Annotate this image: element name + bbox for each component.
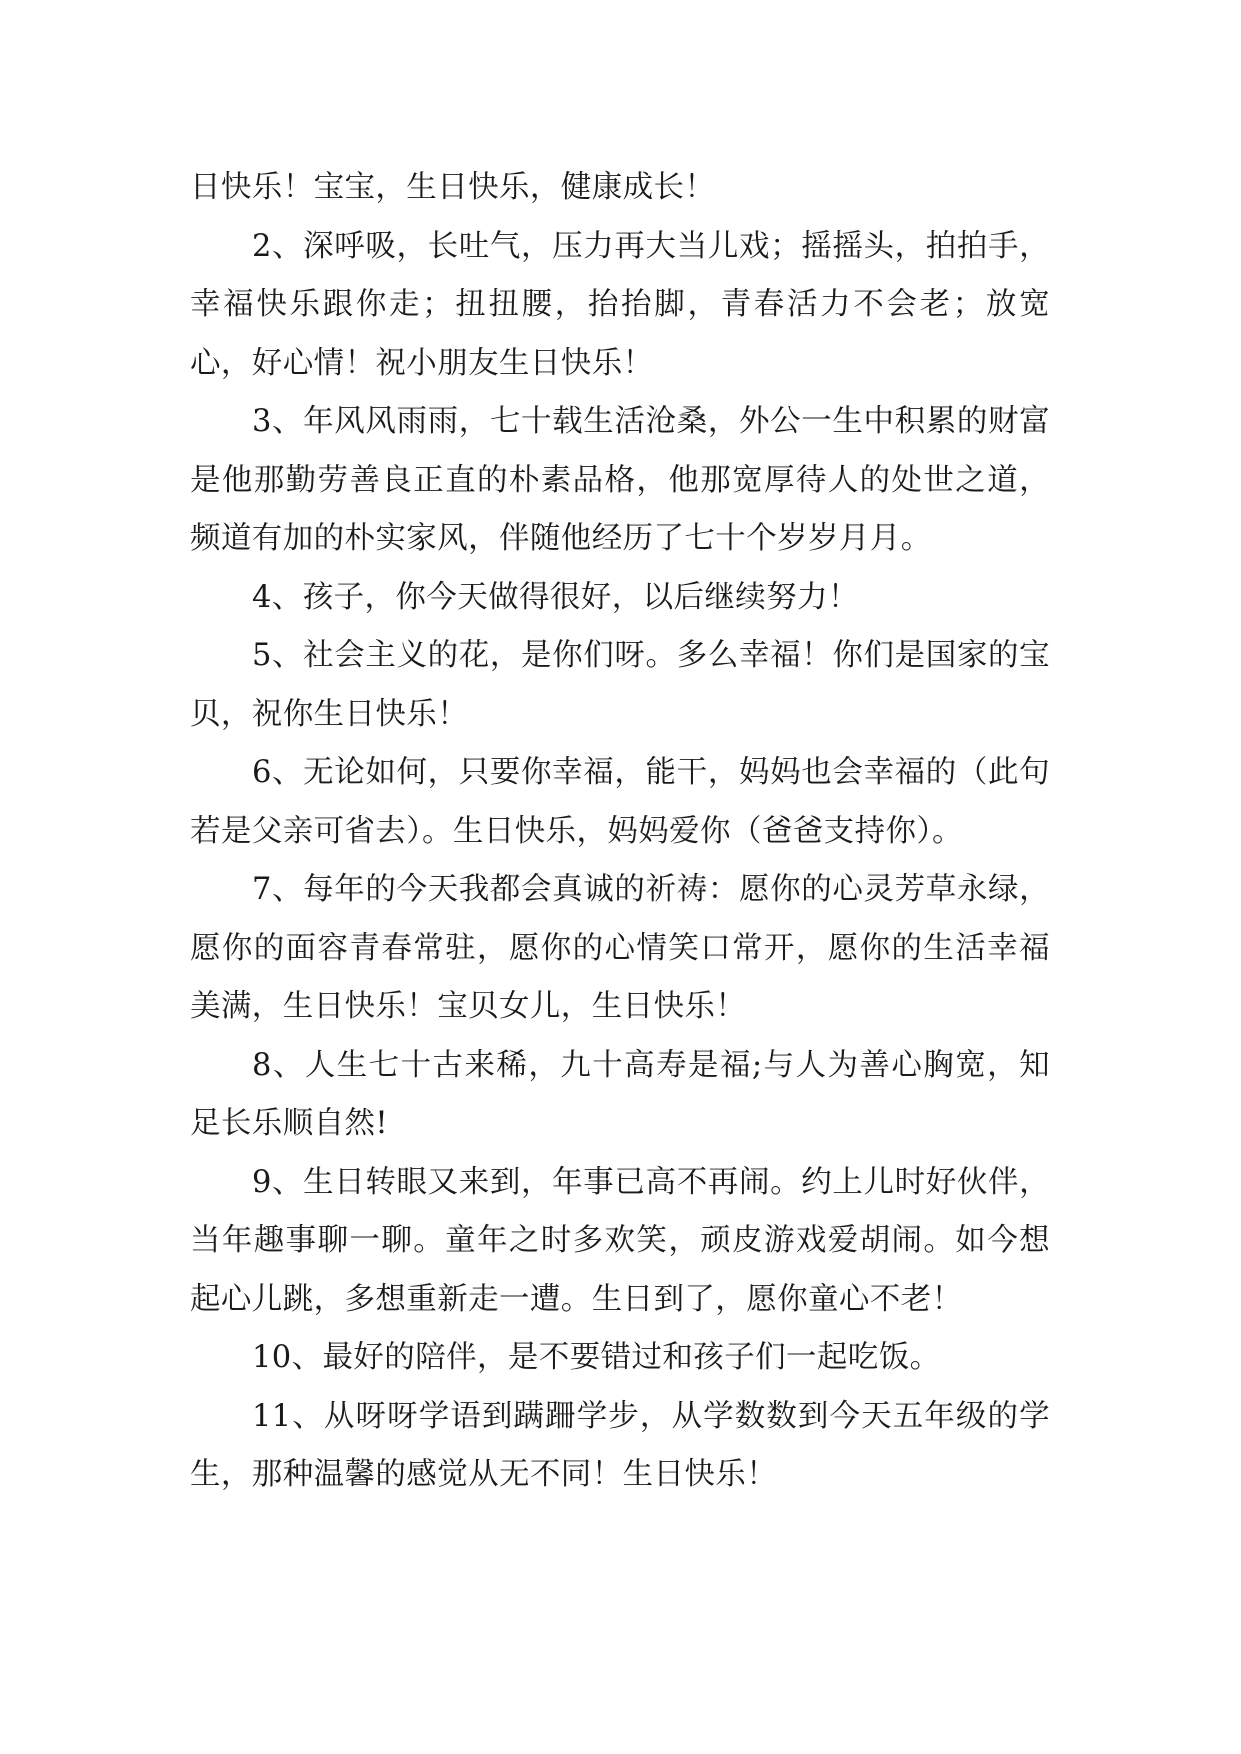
paragraph-item-10: 10、最好的陪伴，是不要错过和孩子们一起吃饭。 <box>252 1340 941 1375</box>
paragraph-item-8: 8、人生七十古来稀，九十高寿是福;与人为善心胸宽，知足长乐顺自然! <box>190 1047 1050 1141</box>
paragraph-item-2: 2、深呼吸，长吐气，压力再大当儿戏；摇摇头，拍拍手，幸福快乐跟你走；扭扭腰，抬抬脚，青春活力不会老；放宽心，好心情！祝小朋友生日快乐！ <box>190 228 1050 381</box>
paragraph-continuation: 日快乐！宝宝，生日快乐，健康成长！ <box>190 170 716 205</box>
paragraph-item-4: 4、孩子，你今天做得很好，以后继续努力！ <box>252 579 859 615</box>
paragraph-item-9: 9、生日转眼又来到，年事已高不再闹。约上儿时好伙伴，当年趣事聊一聊。童年之时多欢笑，顽皮游戏爱胡闹。如今想起心儿跳，多想重新走一遭。生日到了，愿你童心不老！ <box>190 1164 1050 1317</box>
document-body <box>190 159 1050 1505</box>
paragraph-item-5: 5、社会主义的花，是你们呀。多么幸福！你们是国家的宝贝，祝你生日快乐！ <box>190 638 1050 732</box>
paragraph-item-7: 7、每年的今天我都会真诚的祈祷：愿你的心灵芳草永绿，愿你的面容青春常驻，愿你的心情笑口常开，愿你的生活幸福美满，生日快乐！宝贝女儿，生日快乐！ <box>190 872 1050 1024</box>
paragraph-item-11: 11、从呀呀学语到蹒跚学步，从学数数到今天五年级的学生，那种温馨的感觉从无不同！生日快乐！ <box>190 1398 1050 1492</box>
paragraph-item-3: 3、年风风雨雨，七十载生活沧桑，外公一生中积累的财富是他那勤劳善良正直的朴素品格，他那宽厚待人的处世之道，频道有加的朴实家风，伴随他经历了七十个岁岁月月。 <box>190 404 1050 556</box>
paragraph-item-6: 6、无论如何，只要你幸福，能干，妈妈也会幸福的（此句若是父亲可省去）。生日快乐，妈妈爱你（爸爸支持你）。 <box>190 755 1050 849</box>
